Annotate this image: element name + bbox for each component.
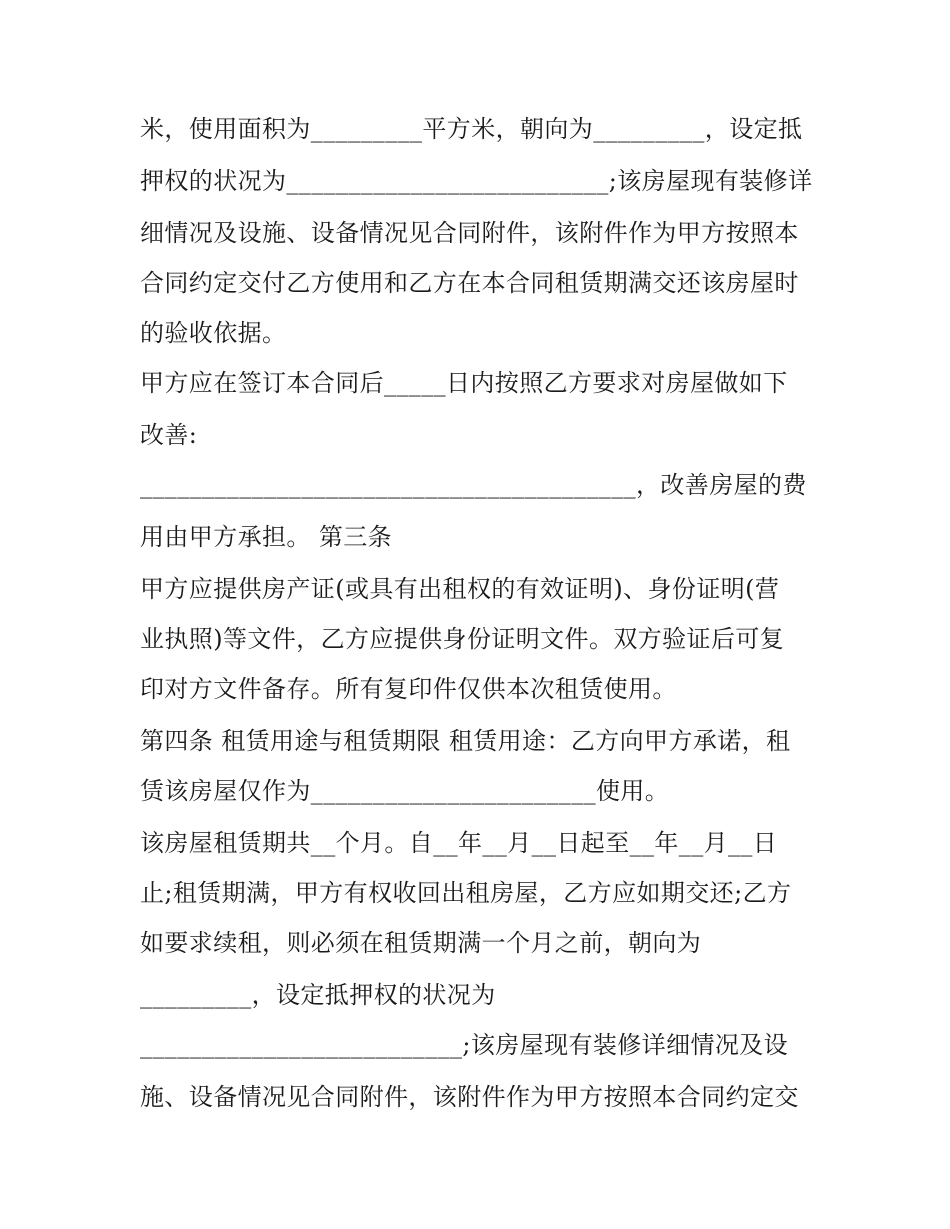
text-line: 细情况及设施、设备情况见合同附件，该附件作为甲方按照本 [140, 219, 799, 247]
text-line: 业执照)等文件，乙方应提供身份证明文件。双方验证后可复 [140, 625, 785, 653]
text-line: 该房屋租赁期共__个月。自__年__月__日起至__年__月__日 [140, 829, 778, 857]
text-line: 甲方应提供房产证(或具有出租权的有效证明)、身份证明(营 [140, 575, 780, 603]
text-line: _________，设定抵押权的状况为 [140, 981, 496, 1009]
text-line: 米，使用面积为_________平方米，朝向为_________，设定抵 [140, 115, 803, 143]
text-line: 的验收依据。 [140, 319, 287, 347]
text-line: 用由甲方承担。 第三条 [140, 523, 393, 551]
text-line: __________________________;该房屋现有装修详细情况及设 [140, 1031, 789, 1059]
text-line: 第四条 租赁用途与租赁期限 租赁用途：乙方向甲方承诺，租 [140, 727, 791, 755]
text-line: ________________________________________，改善房屋的费 [140, 471, 807, 499]
text-line: 改善: [140, 421, 198, 449]
text-line: 印对方文件备存。所有复印件仅供本次租赁使用。 [140, 675, 677, 703]
text-line: 施、设备情况见合同附件，该附件作为甲方按照本合同约定交 [140, 1083, 799, 1111]
text-line: 止;租赁期满，甲方有权收回出租房屋，乙方应如期交还;乙方 [140, 879, 792, 907]
text-line: 赁该房屋仅作为_______________________使用。 [140, 777, 670, 805]
text-line: 如要求续租，则必须在租赁期满一个月之前，朝向为 [140, 929, 702, 957]
text-line: 押权的状况为__________________________;该房屋现有装修详 [140, 167, 813, 195]
text-line: 合同约定交付乙方使用和乙方在本合同租赁期满交还该房屋时 [140, 269, 799, 297]
text-line: 甲方应在签订本合同后_____日内按照乙方要求对房屋做如下 [140, 369, 788, 397]
